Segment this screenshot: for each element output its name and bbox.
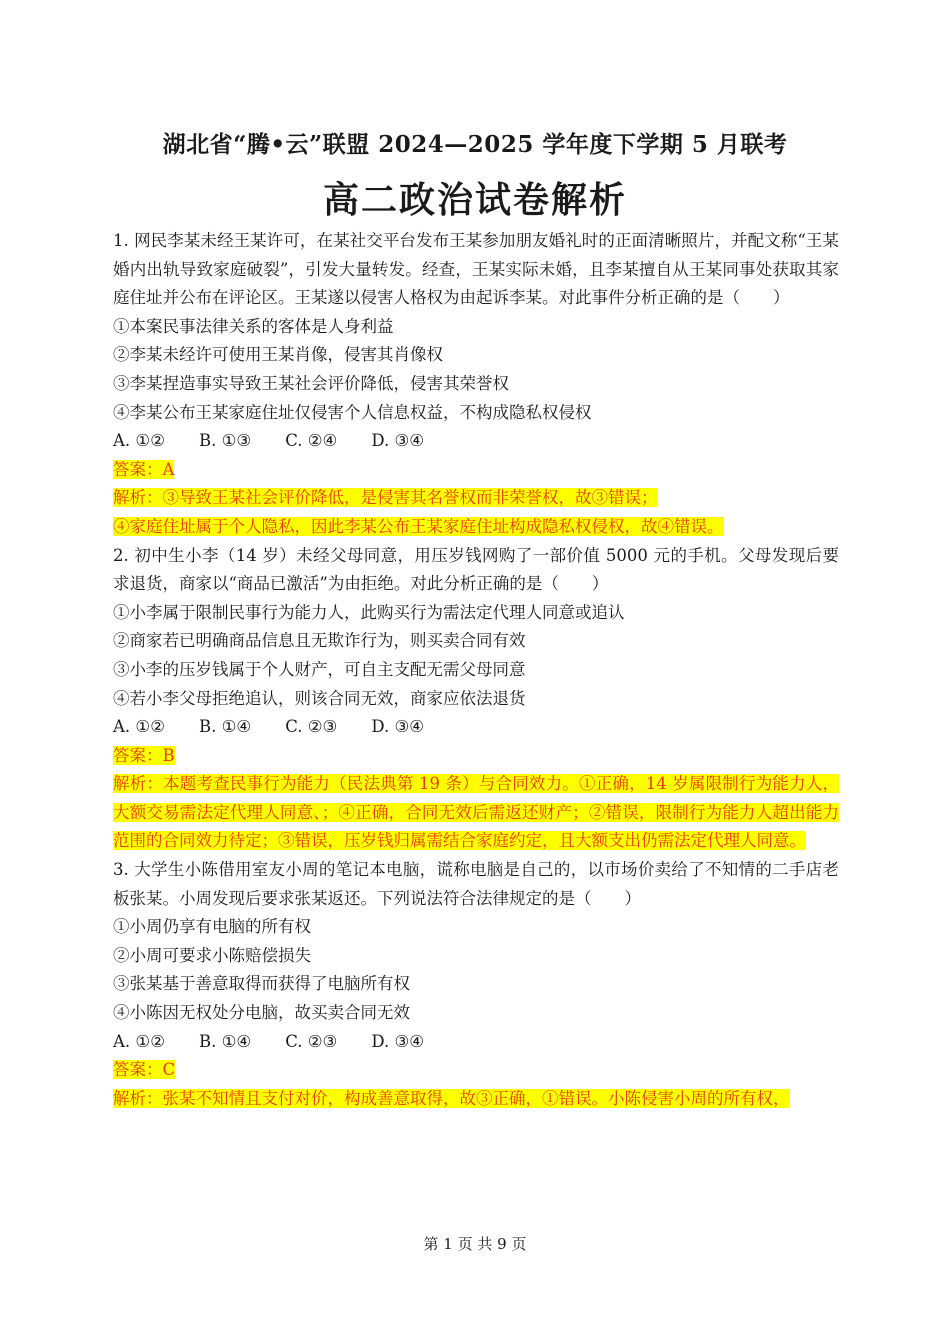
choice-b: B. ①④ [199, 1031, 252, 1051]
choice-a: A. ①② [113, 1031, 165, 1051]
option-item: ③张某基于善意取得而获得了电脑所有权 [113, 974, 410, 994]
choice-d: D. ③④ [371, 717, 425, 737]
option-item: ④若小李父母拒绝追认，则该合同无效，商家应依法退货 [113, 688, 526, 708]
choice-c: C. ②④ [285, 431, 338, 451]
answer-choices [113, 1028, 839, 1057]
choice-d: D. ③④ [371, 1031, 425, 1051]
option-item: ②商家若已明确商品信息且无欺诈行为，则买卖合同有效 [113, 631, 526, 651]
choice-a: A. ①② [113, 431, 165, 451]
option-item: ③李某捏造事实导致王某社会评价降低，侵害其荣誉权 [113, 373, 509, 393]
option-item: ②李某未经许可使用王某肖像，侵害其肖像权 [113, 345, 443, 365]
exam-header: 湖北省“腾•云”联盟 2024—2025 学年度下学期 5 月联考 [162, 131, 788, 158]
page-title: 高二政治试卷解析 [322, 179, 627, 221]
choice-b: B. ①③ [199, 431, 252, 451]
question-2 [113, 542, 839, 857]
choice-a: A. ①② [113, 717, 165, 737]
questions-content [113, 227, 839, 1113]
question-1 [113, 227, 839, 542]
analysis-highlight: 解析：张某不知情且支付对价，构成善意取得，故③正确，①错误。小陈侵害小周的所有权， [113, 1088, 790, 1108]
choice-c: C. ②③ [285, 1031, 338, 1051]
analysis-highlight: ④家庭住址属于个人隐私，因此李某公布王某家庭住址构成隐私权侵权，故④错误。 [113, 516, 724, 536]
option-item: ①本案民事法律关系的客体是人身利益 [113, 316, 394, 336]
option-item: ③小李的压岁钱属于个人财产，可自主支配无需父母同意 [113, 659, 526, 679]
page-footer: 第 1 页 共 9 页 [423, 1235, 527, 1253]
answer-highlight: 答案：B [113, 745, 175, 765]
answer-highlight: 答案：A [113, 459, 175, 479]
choice-d: D. ③④ [371, 431, 425, 451]
question-stem: 3. 大学生小陈借用室友小周的笔记本电脑，谎称电脑是自己的，以市场价卖给了不知情的二手店老板张某。小周发现后要求张某返还。下列说法符合法律规定的是（ ） [113, 860, 839, 908]
question-3 [113, 856, 839, 1113]
choice-c: C. ②③ [285, 717, 338, 737]
answer-choices [113, 427, 839, 456]
option-item: ④小陈因无权处分电脑，故买卖合同无效 [113, 1003, 410, 1023]
question-stem: 1. 网民李某未经王某许可，在某社交平台发布王某参加朋友婚礼时的正面清晰照片，并配文称“王某婚内出轨导致家庭破裂”，引发大量转发。经查，王某实际未婚，且李某擅自从王某同事处获取其家庭住址并公布在评论区。王某遂以侵害人格权为由起诉李某。对此事件分析正确的是（ ） [113, 231, 839, 308]
option-item: ④李某公布王某家庭住址仅侵害个人信息权益，不构成隐私权侵权 [113, 402, 592, 422]
choice-b: B. ①④ [199, 717, 252, 737]
analysis-highlight: 解析：本题考查民事行为能力（民法典第 19 条）与合同效力。①正确，14 岁属限制行为能力人，大额交易需法定代理人同意、；④正确，合同无效后需返还财产；②错误，限制行为能力人超出能力范围的合同效力待定；③错误，压岁钱归属需结合家庭约定，且大额支出仍需法定代理人同意。 [113, 774, 839, 851]
answer-choices [113, 713, 839, 742]
answer-highlight: 答案：C [113, 1060, 176, 1080]
option-item: ②小周可要求小陈赔偿损失 [113, 945, 311, 965]
analysis-highlight: 解析：③导致王某社会评价降低，是侵害其名誉权而非荣誉权，故③错误； [113, 488, 658, 508]
option-item: ①小李属于限制民事行为能力人，此购买行为需法定代理人同意或追认 [113, 602, 625, 622]
question-stem: 2. 初中生小李（14 岁）未经父母同意，用压岁钱网购了一部价值 5000 元的手机。父母发现后要求退货，商家以“商品已激活”为由拒绝。对此分析正确的是（ ） [113, 545, 839, 594]
option-item: ①小周仍享有电脑的所有权 [113, 917, 311, 937]
